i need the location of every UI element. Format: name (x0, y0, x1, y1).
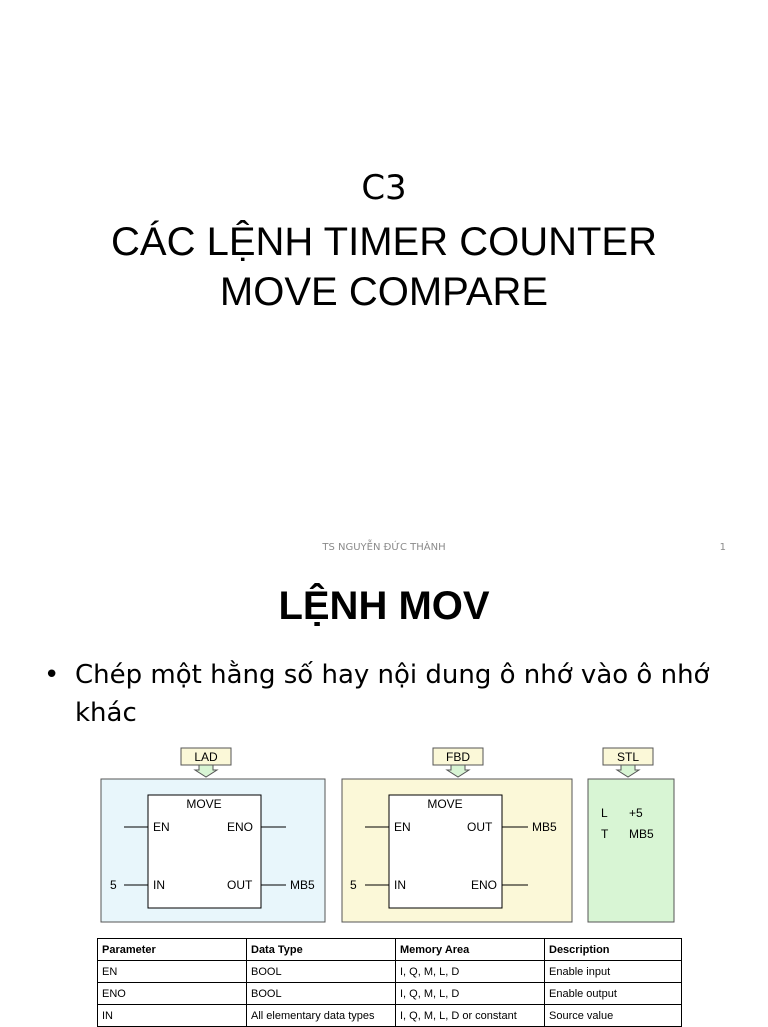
fbd-tag: FBD (446, 750, 470, 764)
table-cell: All elementary data types (247, 1005, 396, 1027)
move-instruction-diagram (0, 741, 768, 936)
lad-tag: LAD (194, 750, 218, 764)
table-cell: Enable input (545, 961, 682, 983)
stl-panel-bg (588, 779, 674, 922)
table-cell: BOOL (247, 961, 396, 983)
lad-pin-eno: ENO (227, 820, 254, 834)
table-header: Parameter (98, 939, 247, 961)
lad-block-name: MOVE (186, 797, 222, 811)
stl-tag-arrow (617, 765, 639, 777)
table-cell: I, Q, M, L, D (396, 961, 545, 983)
lad-out-value: MB5 (290, 878, 315, 892)
chapter-title-line1: CÁC LỆNH TIMER COUNTER (111, 220, 657, 264)
table-row (98, 961, 682, 983)
stl-line1-arg: +5 (629, 806, 643, 820)
fbd-out-value: MB5 (532, 820, 557, 834)
stl-panel (588, 748, 674, 922)
table-cell: I, Q, M, L, D (396, 983, 545, 1005)
lad-pin-en: EN (153, 820, 170, 834)
table-cell: I, Q, M, L, D or constant (396, 1005, 545, 1027)
fbd-pin-out: OUT (467, 820, 493, 834)
fbd-pin-eno: ENO (471, 878, 498, 892)
stl-line1-op: L (601, 806, 608, 820)
slide-title: LỆNH MOV (278, 584, 490, 628)
table-cell: Enable output (545, 983, 682, 1005)
stl-line2-op: T (601, 827, 609, 841)
table-row (98, 983, 682, 1005)
footer-author: TS NGUYỄN ĐỨC THÀNH (322, 542, 446, 553)
page-number: 1 (719, 542, 726, 553)
lad-pin-out: OUT (227, 878, 253, 892)
table-header-row (98, 939, 682, 961)
fbd-block-name: MOVE (427, 797, 463, 811)
table-cell: Source value (545, 1005, 682, 1027)
table-header: Memory Area (396, 939, 545, 961)
lad-tag-arrow (195, 765, 217, 777)
fbd-pin-en: EN (394, 820, 411, 834)
fbd-panel (342, 748, 572, 922)
fbd-tag-arrow (447, 765, 469, 777)
fbd-pin-in: IN (394, 878, 406, 892)
lad-pin-in: IN (153, 878, 165, 892)
table-row (98, 1005, 682, 1027)
stl-line2-arg: MB5 (629, 827, 654, 841)
chapter-code: C3 (361, 168, 407, 208)
stl-tag: STL (616, 750, 640, 764)
table-cell: BOOL (247, 983, 396, 1005)
chapter-title-line2: MOVE COMPARE (219, 270, 549, 314)
bullet-marker: • (44, 660, 60, 690)
table-header: Data Type (247, 939, 396, 961)
table-header: Description (545, 939, 682, 961)
lad-panel (101, 748, 325, 922)
fbd-in-value: 5 (350, 878, 357, 892)
table-cell: ENO (98, 983, 247, 1005)
slide-mov (0, 576, 768, 1024)
lad-in-value: 5 (110, 878, 117, 892)
table-cell: EN (98, 961, 247, 983)
bullet-text: Chép một hằng số hay nội dung ô nhớ vào ô nhớ khác (75, 660, 710, 728)
table-cell: IN (98, 1005, 247, 1027)
parameter-table (97, 938, 682, 1027)
